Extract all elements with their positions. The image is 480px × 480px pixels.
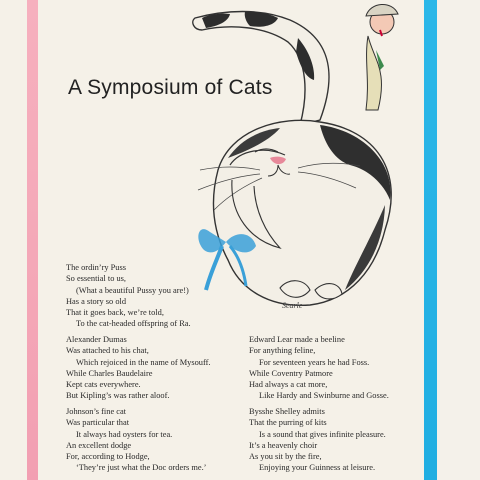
- poem-line: So essential to us,: [66, 274, 127, 284]
- poem-line: Had always a cat more,: [249, 380, 328, 390]
- poem-stanza-2: [66, 334, 211, 402]
- poem-line: To the cat-headed offspring of Ra.: [76, 319, 191, 329]
- left-pink-stripe: [27, 0, 38, 480]
- poem-line: ‘They’re just what the Doc orders me.’: [76, 463, 207, 473]
- poem-line: That it goes back, we’re told,: [66, 308, 164, 318]
- poem-stanza-5: [249, 406, 386, 474]
- poem-line: For seventeen years he had Foss.: [259, 357, 370, 367]
- poem-line: Bysshe Shelley admits: [249, 407, 325, 416]
- poem-line: Is a sound that gives infinite pleasure.: [259, 429, 386, 439]
- poem-line: Johnson’s fine cat: [66, 407, 127, 416]
- artist-signature: Searle: [282, 301, 303, 310]
- poem-line: Kept cats everywhere.: [66, 380, 141, 390]
- poem-stanza-3: [66, 406, 206, 474]
- cat-illustration: [170, 0, 430, 320]
- poem-line: It always had oysters for tea.: [76, 429, 173, 439]
- poem-line: Like Hardy and Swinburne and Gosse.: [259, 391, 389, 401]
- page-margin-right: [437, 0, 480, 480]
- poem-line: It’s a heavenly choir: [249, 440, 318, 450]
- man-figure: [366, 4, 398, 110]
- poem-line: For, according to Hodge,: [66, 452, 150, 462]
- poem-line: Was attached to his chat,: [66, 346, 149, 356]
- poem-stanza-1: [66, 262, 191, 330]
- poem-line: Edward Lear made a beeline: [249, 335, 345, 344]
- poem-line: Which rejoiced in the name of Mysouff.: [76, 357, 211, 367]
- poem-line: (What a beautiful Pussy you are!): [76, 285, 189, 295]
- poem-line: Alexander Dumas: [66, 335, 127, 344]
- poem-line: While Charles Baudelaire: [66, 368, 153, 378]
- poem-line: An excellent dodge: [66, 440, 132, 450]
- poem-line: The ordin’ry Puss: [66, 263, 127, 272]
- poem-stanza-4: [249, 334, 389, 402]
- poem-line: Enjoying your Guinness at leisure.: [259, 463, 376, 473]
- poem-line: Has a story so old: [66, 296, 127, 306]
- poem-line: While Coventry Patmore: [249, 368, 333, 378]
- poem-line: That the purring of kits: [249, 418, 327, 428]
- page-title: A Symposium of Cats: [68, 76, 273, 99]
- poem-line: As you sit by the fire,: [249, 452, 322, 462]
- poem-line: Was particular that: [66, 418, 130, 428]
- poem-line: For anything feline,: [249, 346, 316, 356]
- poem-line: But Kipling’s was rather aloof.: [66, 391, 170, 401]
